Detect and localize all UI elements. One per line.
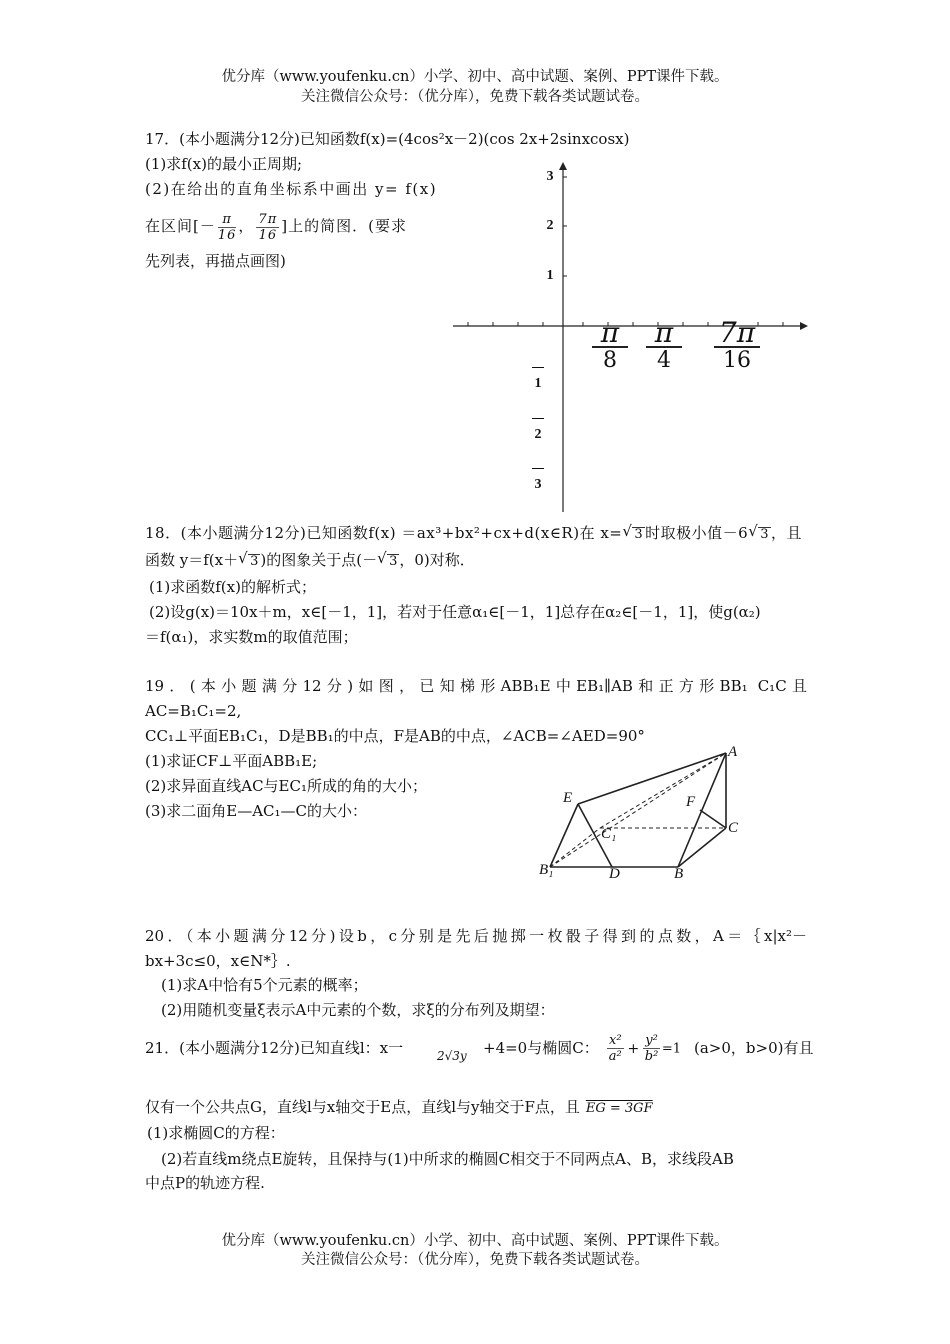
q20-line1: 20．（本小题满分12分)设b，c分别是先后抛掷一枚骰子得到的点数，A＝｛x|x²－	[145, 927, 807, 945]
q20-part1: (1)求A中恰有5个元素的概率；	[161, 976, 368, 994]
footer-line-2: 关注微信公众号：（优分库），免费下载各类试题试卷。	[301, 1252, 649, 1268]
label-C: C	[728, 820, 739, 836]
q20-part2: (2)用随机变量ξ表示A中元素的个数，求ξ的分布列及期望：	[161, 1001, 555, 1019]
y-tick-3: 3	[546, 169, 554, 184]
y-tick-2: 2	[546, 218, 554, 233]
q19-part2: (2)求异面直线AC与EC₁所成的角的大小；	[145, 777, 427, 795]
q19-part1: (1)求证CF⊥平面ABB₁E;	[145, 752, 318, 770]
fraction-7pi-16: $\frac{7\pi}{16}$	[258, 211, 278, 243]
y-tick-neg2: 2	[528, 418, 548, 443]
x-tick-pi-4: π 4	[646, 320, 682, 374]
q21-line1c: +4=0与椭圆C：	[483, 1039, 599, 1057]
q21-line1d: (a>0，b>0)有且	[694, 1039, 814, 1057]
q17-part2-line1: (2)在给出的直角坐标系中画出 y= f(x)	[145, 180, 438, 198]
prism-figure	[530, 740, 760, 890]
x-axis-arrow	[800, 322, 808, 330]
q18-line1: 18．(本小题满分12分)已知函数f(x) ＝ax³+bx²+cx+d(x∈R)在 x=√ 3 时取极小值－6√ 3 ，且	[145, 522, 802, 544]
q20-line2: bx+3c≤0，x∈N*｝.	[145, 952, 291, 970]
fraction-pi-16: $\frac{\pi}{16}$	[217, 211, 237, 243]
q21-line2: 仅有一个公共点G，直线l与x轴交于E点，直线l与y轴交于F点，且 EG = 3GF	[145, 1098, 653, 1116]
y-tick-neg3: 3	[528, 468, 548, 493]
q18-part2: (2)设g(x)＝10x＋m，x∈[－1，1]，若对于任意α₁∈[－1，1]总存在α₂∈[－1，1]，使g(α₂)	[149, 603, 761, 621]
y-tick-neg1: 1	[528, 367, 548, 392]
q21-part2-cont: 中点P的轨迹方程.	[145, 1174, 265, 1192]
header-line-1: 优分库（www.youfenku.cn）小学、初中、高中试题、案例、PPT课件下载。	[221, 69, 729, 85]
label-C1: C₁	[601, 826, 617, 842]
q18-line2: 函数 y＝f(x＋√ 3 )的图象关于点(－√ 3 ，0)对称．	[145, 549, 475, 571]
q19-line1: 19．(本小题满分12分)如图，已知梯形ABB₁E中EB₁∥AB和正方形BB₁ C₁C且	[145, 677, 807, 695]
x-tick-pi-8: π 8	[592, 320, 628, 374]
label-E: E	[563, 790, 573, 806]
q19-line2: AC=B₁C₁=2,	[145, 702, 242, 720]
label-B: B	[674, 866, 684, 882]
y-axis-arrow	[559, 162, 567, 170]
q17-part2-line3: 先列表，再描点画图)	[145, 252, 286, 270]
x-tick-7pi-16: 7π 16	[714, 320, 760, 374]
q21-line1a: 21．(本小题满分12分)已知直线l：x一	[145, 1039, 404, 1057]
q21-line-coef: 2√3y	[437, 1049, 467, 1063]
footer-line-1: 优分库（www.youfenku.cn）小学、初中、高中试题、案例、PPT课件下载。	[221, 1233, 729, 1249]
y-tick-1: 1	[546, 268, 554, 283]
q21-part2: (2)若直线m绕点E旋转，且保持与(1)中所求的椭圆C相交于不同两点A、B，求线段AB	[161, 1150, 734, 1168]
label-B1: B₁	[539, 862, 554, 878]
q19-part3: (3)求二面角E—AC₁—C的大小：	[145, 802, 367, 820]
q18-part2-cont: ＝f(α₁)，求实数m的取值范围；	[145, 628, 358, 646]
q17-part2-line2: 在区间[－ $\frac{\pi}{16}$ ， $\frac{7\pi}{16}$ ]上的简图．(要求	[145, 211, 407, 243]
ellipse-equation: $\frac{\text{x²}}{\text{a²}}$ + $\frac{\text{y²}}{\text{b²}}$ =1	[608, 1033, 682, 1064]
label-D: D	[609, 866, 620, 882]
q18-part1: (1)求函数f(x)的解析式；	[149, 578, 316, 596]
label-A: A	[728, 744, 738, 760]
q17-title: 17．(本小题满分12分)已知函数f(x)=(4cos²x－2)(cos 2x+2sinxcosx)	[145, 130, 630, 148]
q17-part1: (1)求f(x)的最小正周期;	[145, 155, 303, 173]
q21-part1: (1)求椭圆C的方程：	[147, 1124, 285, 1142]
label-F: F	[686, 794, 696, 810]
header-line-2: 关注微信公众号：（优分库），免费下载各类试题试卷。	[301, 89, 649, 105]
q19-line3: CC₁⊥平面EB₁C₁，D是BB₁的中点，F是AB的中点，∠ACB=∠AED=90°	[145, 727, 645, 745]
